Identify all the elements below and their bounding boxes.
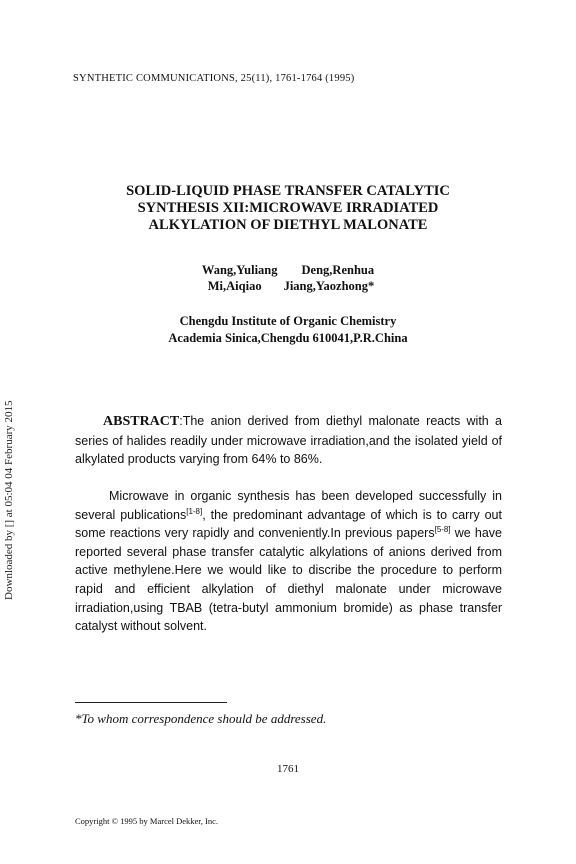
copyright: Copyright © 1995 by Marcel Dekker, Inc. (75, 816, 219, 826)
author-row (40, 262, 536, 278)
footnote: *To whom correspondence should be addressed. (75, 711, 327, 726)
download-watermark: Downloaded by [] at 05:04 04 February 2015 (3, 400, 15, 600)
author-row (40, 278, 536, 294)
citation: [5-8] (434, 525, 451, 535)
abstract-label: ABSTRACT (103, 414, 180, 429)
author-name: Deng,Renhua (301, 263, 375, 277)
author-name: Wang,Yuliang (201, 263, 278, 277)
citation: [1-8] (186, 506, 203, 516)
body-paragraph (75, 487, 502, 636)
body-text-segment: we have reported several phase transfer catalytic alkylations of anions derived from active methylene.Here we would like to discribe the procedure to perform rapid and efficient alkylation of diethyl malonate under microwave irradiation,using TBAB (tetra-butyl ammonium bromide) as phase transfer catalyst without solvent. (75, 526, 503, 634)
affiliation-line: Chengdu Institute of Organic Chemistry (179, 314, 397, 328)
title-line: SOLID-LIQUID PHASE TRANSFER CATALYTIC (126, 183, 450, 199)
abstract-text: :The anion derived from diethyl malonate reacts with a series of halides readily under microwave irradiation,and the isolated yield of alkylated products varying from 64% to 86%. (75, 414, 502, 466)
author-name: Jiang,Yaozhong* (283, 279, 375, 293)
page-number: 1761 (277, 763, 299, 775)
body-text-segment: , the predominant advantage of which is to carry out some reactions very rapidly and conveniently.In previous papers (75, 507, 502, 541)
paper-title (40, 183, 536, 234)
affiliation-line: Academia Sinica,Chengdu 610041,P.R.China (168, 331, 408, 345)
footnote-divider (75, 702, 227, 703)
title-line: ALKYLATION OF DIETHYL MALONATE (148, 217, 428, 233)
author-name: Mi,Aiqiao (207, 279, 262, 293)
journal-header: SYNTHETIC COMMUNICATIONS, 25(11), 1761-1764 (1995) (73, 73, 355, 84)
title-line: SYNTHESIS XII:MICROWAVE IRRADIATED (137, 200, 439, 216)
abstract (75, 412, 502, 469)
author-list (40, 262, 536, 294)
affiliation (40, 313, 536, 347)
body-text-segment: Microwave in organic synthesis has been developed successfully in several publications (75, 489, 502, 522)
